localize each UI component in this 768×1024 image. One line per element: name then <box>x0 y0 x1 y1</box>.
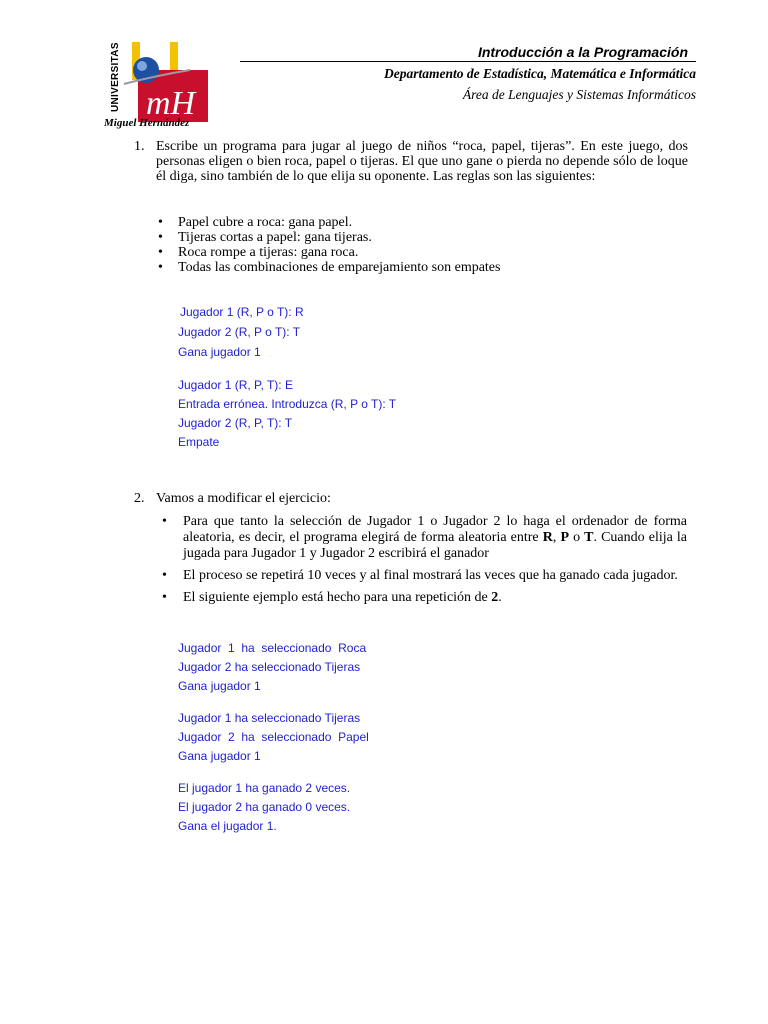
list-item <box>183 590 687 606</box>
rules-list <box>178 215 500 275</box>
output-line: Gana el jugador 1. <box>178 819 277 833</box>
bold-letter: P <box>560 530 569 545</box>
exercise-intro: Escribe un programa para jugar al juego de niños “roca, papel, tijeras”. En este juego, dos personas eligen o bien roca, papel o tijeras. El que uno gane o pierda no depende sólo de loque él diga, sino también de lo que elija su oponente. Las reglas son las siguientes: <box>156 139 688 184</box>
text: . Cuando elija la jugada para Jugador 1 y Jugador 2 escribirá el ganador <box>183 530 688 561</box>
logo-universitas-text: UNIVERSITAS <box>110 42 121 112</box>
exercise-number: 2. <box>134 491 145 506</box>
output-line: Jugador 2 ha seleccionado Tijeras <box>178 660 361 674</box>
text: El siguiente ejemplo está hecho para una repetición de <box>183 590 492 605</box>
output-line: Gana jugador 1 <box>178 679 261 693</box>
list-item: • Papel cubre a roca: gana papel. <box>178 215 500 230</box>
course-title: Introducción a la Programación <box>477 44 688 60</box>
logo-caption: Miguel Hernández <box>104 117 190 129</box>
output-line: Jugador 1 (R, P o T): R <box>180 305 304 319</box>
text: o <box>569 530 585 545</box>
list-item: • El proceso se repetirá 10 veces y al final mostrará las veces que ha ganado cada jugador. <box>183 568 687 584</box>
list-item: • Tijeras cortas a papel: gana tijeras. <box>178 230 500 245</box>
exercise-intro: Vamos a modificar el ejercicio: <box>156 491 331 506</box>
list-item: • Roca rompe a tijeras: gana roca. <box>178 245 500 260</box>
output-line: Jugador 1 (R, P, T): E <box>178 378 293 392</box>
output-line: El jugador 1 ha ganado 2 veces. <box>178 781 351 795</box>
text: Para que tanto la selección de Jugador 1 o Jugador 2 lo haga el ordenador de forma aleatoria, es decir, el programa elegirá de forma aleatoria entre <box>183 514 687 545</box>
output-line: El jugador 2 ha ganado 0 veces. <box>178 800 351 814</box>
text: , <box>552 530 561 545</box>
bold-letter: R <box>542 530 553 545</box>
output-line: Jugador 1 ha seleccionado Roca <box>178 641 367 655</box>
logo-monogram: mH <box>146 85 196 122</box>
text: . <box>498 590 502 605</box>
exercise-number: 1. <box>134 139 145 154</box>
output-line: Jugador 2 (R, P o T): T <box>178 325 301 339</box>
output-line: Gana jugador 1 <box>178 749 261 763</box>
list-item <box>183 514 687 562</box>
output-line: Empate <box>178 435 220 449</box>
modifications-list <box>183 514 687 606</box>
output-line: Gana jugador 1 <box>178 345 261 359</box>
output-line: Jugador 2 (R, P, T): T <box>178 416 293 430</box>
output-line: Entrada errónea. Introduzca (R, P o T): T <box>178 397 397 411</box>
list-item: • Todas las combinaciones de emparejamiento son empates <box>178 260 500 275</box>
bold-number: 2 <box>491 590 499 605</box>
output-line: Jugador 1 ha seleccionado Tijeras <box>178 711 361 725</box>
bold-letter: T <box>584 530 594 545</box>
header-divider <box>240 61 696 62</box>
output-line: Jugador 2 ha seleccionado Papel <box>178 730 369 744</box>
department-title: Departamento de Estadística, Matemática e Informática <box>384 66 696 81</box>
area-title: Área de Lenguajes y Sistemas Informáticos <box>462 87 696 102</box>
